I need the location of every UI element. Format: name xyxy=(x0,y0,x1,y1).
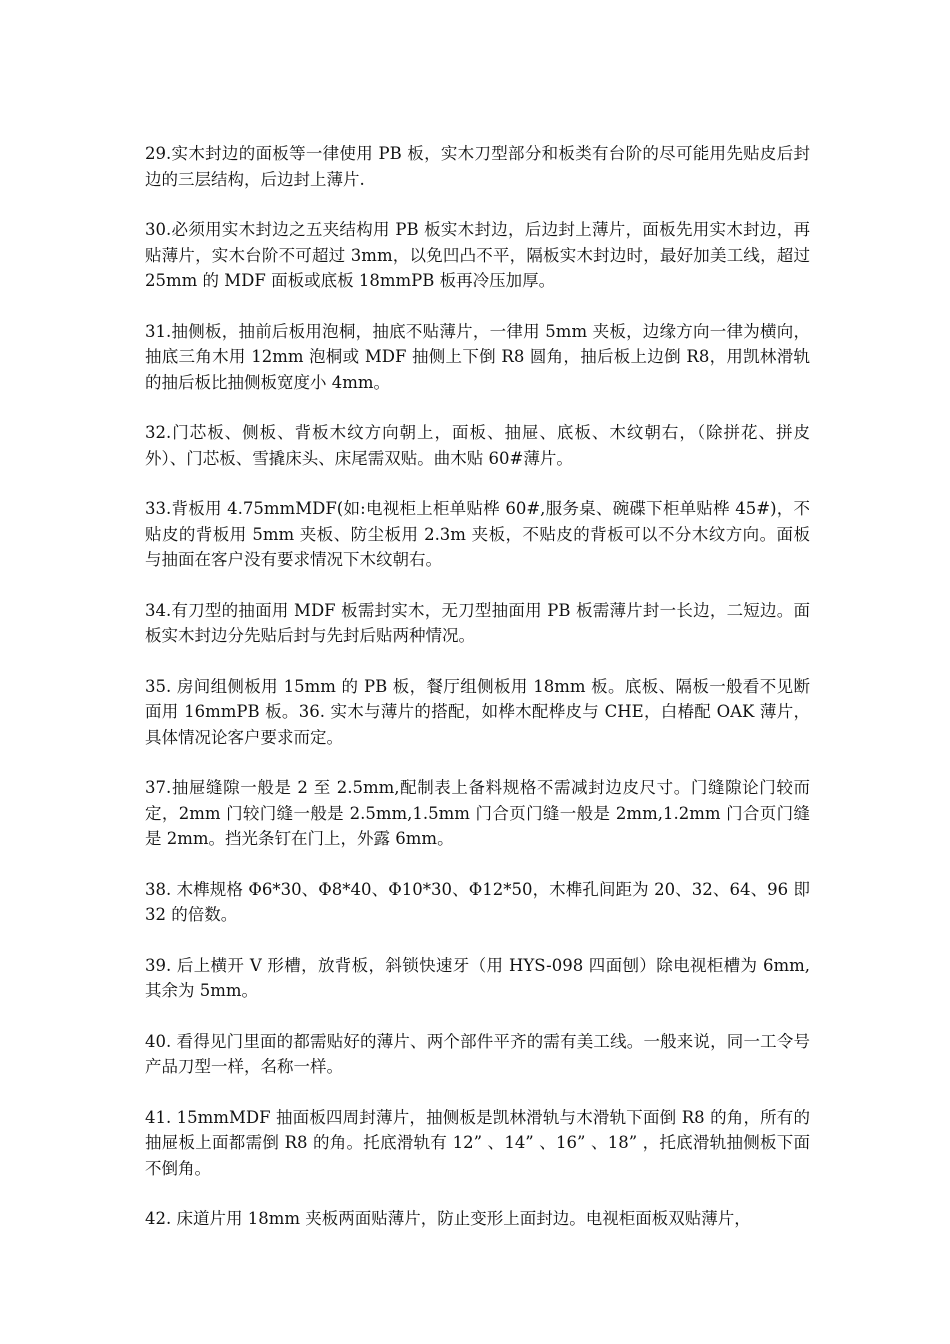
paragraph-37: 37.抽屉缝隙一般是 2 至 2.5mm,配制表上备料规格不需减封边皮尺寸。门缝隙论门较而定，2mm 门较门缝一般是 2.5mm,1.5mm 门合页门缝一般是 2mm,1.2mm 门合页门缝是 2mm。挡光条钉在门上，外露 6mm。 xyxy=(145,778,810,848)
paragraph-31: 31.抽侧板，抽前后板用泡桐，抽底不贴薄片，一律用 5mm 夹板，边缘方向一律为横向，抽底三角木用 12mm 泡桐或 MDF 抽侧上下倒 R8 圆角，抽后板上边倒 R8，用凯林滑轨的抽后板比抽侧板宽度小 4mm。 xyxy=(145,321,810,392)
paragraph-39: 39. 后上横开 V 形槽，放背板，斜锁快速牙（用 HYS-098 四面刨）除电视柜槽为 6mm,其余为 5mm。 xyxy=(145,955,810,1000)
paragraph-41: 41. 15mmMDF 抽面板四周封薄片，抽侧板是凯林滑轨与木滑轨下面倒 R8 的角，所有的抽屉板上面都需倒 R8 的角。托底滑轨有 12” 、14” 、16” 、18” ，托底滑轨抽侧板下面不倒角。 xyxy=(145,1107,810,1178)
paragraph-32: 32.门芯板、侧板、背板木纹方向朝上，面板、抽屉、底板、木纹朝右，（除拼花、拼皮外）、门芯板、雪撬床头、床尾需双贴。曲木贴 60#薄片。 xyxy=(145,423,810,468)
paragraph-30: 30.必须用实木封边之五夹结构用 PB 板实木封边，后边封上薄片，面板先用实木封边，再贴薄片，实木台阶不可超过 3mm，以免凹凸不平，隔板实木封边时，最好加美工线，超过 25mm 的 MDF 面板或底板 18mmPB 板再冷压加厚。 xyxy=(145,220,810,290)
paragraph-38: 38. 木榫规格 Φ6*30、Φ8*40、Φ10*30、Φ12*50，木榫孔间距为 20、32、64、96 即 32 的倍数。 xyxy=(145,879,810,924)
paragraph-35-36: 35. 房间组侧板用 15mm 的 PB 板，餐厅组侧板用 18mm 板。底板、隔板一般看不见断面用 16mmPB 板。36. 实木与薄片的搭配，如桦木配桦皮与 CHE，白椿配 OAK 薄片，具体情况论客户要求而定。 xyxy=(145,676,810,747)
document-page xyxy=(145,141,810,1257)
paragraph-29: 29.实木封边的面板等一律使用 PB 板，实木刀型部分和板类有台阶的尽可能用先贴皮后封边的三层结构，后边封上薄片. xyxy=(145,144,810,189)
paragraph-34: 34.有刀型的抽面用 MDF 板需封实木，无刀型抽面用 PB 板需薄片封一长边，二短边。面板实木封边分先贴后封与先封后贴两种情况。 xyxy=(145,600,810,645)
paragraph-40: 40. 看得见门里面的都需贴好的薄片、两个部件平齐的需有美工线。一般来说，同一工令号产品刀型一样，名称一样。 xyxy=(145,1031,810,1076)
paragraph-33: 33.背板用 4.75mmMDF(如:电视柜上柜单贴桦 60#,服务桌、碗碟下柜单贴桦 45#)，不贴皮的背板用 5mm 夹板、防尘板用 2.3m 夹板，不贴皮的背板可以不分木纹方向。面板与抽面在客户没有要求情况下木纹朝右。 xyxy=(145,499,810,569)
paragraph-42: 42. 床道片用 18mm 夹板两面贴薄片，防止变形上面封边。电视柜面板双贴薄片， xyxy=(145,1209,751,1228)
